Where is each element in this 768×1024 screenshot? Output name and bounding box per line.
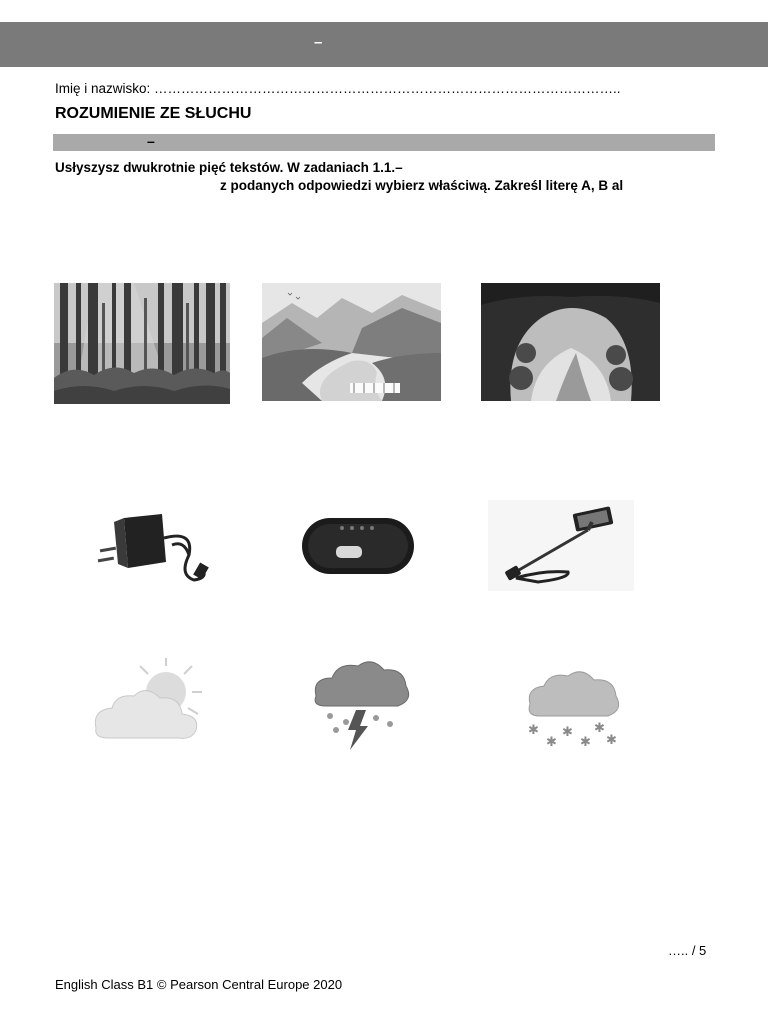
instruction-line-1: Usłyszysz dwukrotnie pięć tekstów. W zadaniach 1.1.– [55, 160, 403, 175]
svg-text:✱: ✱ [546, 735, 557, 750]
header-band [0, 22, 768, 67]
mountain-lake-image [262, 283, 441, 401]
svg-text:✱: ✱ [606, 733, 617, 748]
snow-cloud-image [520, 664, 626, 752]
name-field-line: Imię i nazwisko: ………………………………………………………………………………………….. [55, 81, 621, 96]
svg-text:✱: ✱ [562, 725, 573, 740]
selfie-stick-image [488, 500, 634, 591]
phone-charger-image [84, 500, 224, 600]
bluetooth-speaker-image [298, 510, 418, 582]
svg-text:✱: ✱ [580, 735, 591, 750]
forest-image [54, 283, 230, 404]
svg-text:✱: ✱ [528, 723, 539, 738]
cave-image [481, 283, 660, 401]
instruction-line-2: z podanych odpowiedzi wybierz właściwą. Zakreśl literę A, B al [220, 178, 624, 193]
section-title: ROZUMIENIE ZE SŁUCHU [55, 105, 252, 122]
task-bar-dash: – [147, 133, 155, 149]
footer-copyright: English Class B1 © Pearson Central Europe 2020 [55, 977, 343, 992]
task-bar [53, 134, 715, 151]
header-dash: – [314, 34, 323, 51]
storm-cloud-image [306, 656, 414, 752]
svg-text:✱: ✱ [594, 721, 605, 736]
sun-behind-cloud-image [88, 658, 222, 744]
score-field: ….. / 5 [668, 943, 707, 958]
